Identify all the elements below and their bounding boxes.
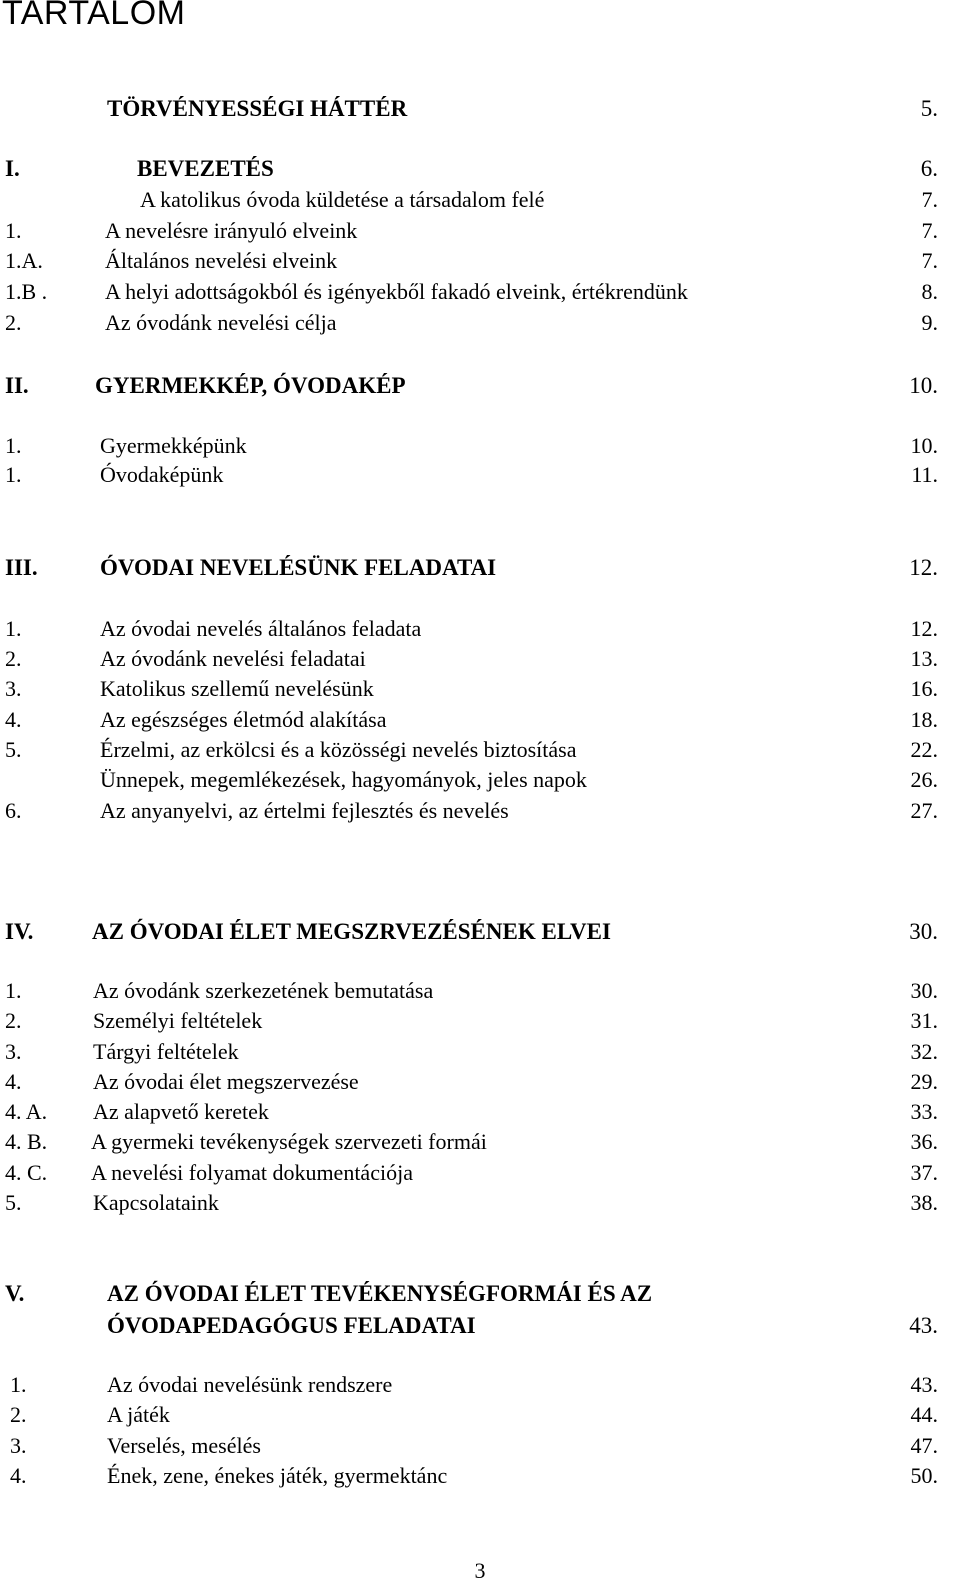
toc-entry-page: 32. xyxy=(910,1039,938,1064)
toc-entry-label: ÓVODAI NEVELÉSÜNK FELADATAI xyxy=(100,555,497,580)
toc-entry-label: Verselés, mesélés xyxy=(107,1433,261,1458)
toc-entry xyxy=(0,1281,960,1307)
toc-entry-number: 1. xyxy=(5,218,22,243)
toc-entry-page: 26. xyxy=(910,767,938,792)
toc-entry xyxy=(0,1129,960,1155)
toc-entry-number: 4. xyxy=(5,707,22,732)
toc-entry-page: 7. xyxy=(921,248,938,273)
toc-entry-number: 6. xyxy=(5,798,22,823)
toc-entry-label: BEVEZETÉS xyxy=(137,156,274,181)
toc-entry-label: A nevelési folyamat dokumentációja xyxy=(91,1160,413,1185)
toc-entry-page: 7. xyxy=(921,218,938,243)
toc-entry xyxy=(0,373,960,399)
toc-entry xyxy=(0,707,960,733)
toc-entry-page: 5. xyxy=(920,96,938,121)
toc-entry-label: Az alapvető keretek xyxy=(93,1099,269,1124)
toc-entry-label: A nevelésre irányuló elveink xyxy=(105,218,358,243)
toc-entry xyxy=(0,187,960,213)
toc-entry-label: Az óvodai nevelésünk rendszere xyxy=(107,1372,393,1397)
toc-entry-page: 16. xyxy=(910,676,938,701)
toc-entry xyxy=(0,978,960,1004)
toc-entry-label: Az óvodai élet megszervezése xyxy=(93,1069,359,1094)
toc-entry-page: 36. xyxy=(910,1129,938,1154)
toc-entry-number: 1. xyxy=(10,1372,27,1397)
toc-entry-number: 2. xyxy=(5,646,22,671)
toc-entry xyxy=(0,279,960,305)
toc-entry-page: 43. xyxy=(910,1372,938,1397)
toc-entry xyxy=(0,1372,960,1398)
toc-entry-number: 4. xyxy=(10,1463,27,1488)
toc-entry-number: I. xyxy=(5,156,20,181)
page-title: TARTALOM xyxy=(2,0,186,32)
toc-entry-number: 2. xyxy=(5,1008,22,1033)
toc-entry-page: 31. xyxy=(910,1008,938,1033)
toc-entry-number: 4. B. xyxy=(5,1129,48,1154)
toc-entry xyxy=(0,218,960,244)
toc-entry-label: Ének, zene, énekes játék, gyermektánc xyxy=(107,1463,448,1488)
toc-entry-label: Az óvodánk szerkezetének bemutatása xyxy=(93,978,434,1003)
toc-entry-label: Személyi feltételek xyxy=(93,1008,263,1033)
toc-entry-page: 44. xyxy=(910,1402,938,1427)
toc-entry-label: Az egészséges életmód alakítása xyxy=(100,707,387,732)
toc-entry xyxy=(0,96,960,122)
toc-entry-page: 18. xyxy=(910,707,938,732)
toc-entry-number: IV. xyxy=(5,919,34,944)
toc-entry xyxy=(0,433,960,459)
toc-entry xyxy=(0,1008,960,1034)
toc-entry-page: 37. xyxy=(910,1160,938,1185)
toc-entry-number: 3. xyxy=(5,1039,22,1064)
toc-entry-number: 4. C. xyxy=(5,1160,48,1185)
toc-entry-page: 29. xyxy=(910,1069,938,1094)
toc-entry-label: A játék xyxy=(107,1402,170,1427)
toc-entry-page: 12. xyxy=(910,616,938,641)
toc-entry xyxy=(0,156,960,182)
toc-entry-number: 1. xyxy=(5,462,22,487)
toc-entry-label: Ünnepek, megemlékezések, hagyományok, jeles napok xyxy=(100,767,587,792)
toc-entry xyxy=(0,919,960,945)
toc-entry-number: 4. A. xyxy=(5,1099,48,1124)
toc-entry xyxy=(0,1463,960,1489)
toc-entry-label: Általános nevelési elveink xyxy=(105,248,338,273)
toc-entry xyxy=(0,248,960,274)
toc-entry-number: 3. xyxy=(10,1433,27,1458)
toc-entry xyxy=(0,646,960,672)
page-number: 3 xyxy=(474,1558,486,1583)
toc-entry xyxy=(0,1313,960,1339)
toc-entry xyxy=(0,555,960,581)
toc-entry-number: 2. xyxy=(10,1402,27,1427)
toc-entry-number: 1. xyxy=(5,978,22,1003)
toc-entry-page: 13. xyxy=(910,646,938,671)
toc-entry xyxy=(0,737,960,763)
toc-entry xyxy=(0,616,960,642)
toc-entry-page: 10. xyxy=(909,373,938,398)
toc-entry-number: V. xyxy=(5,1281,25,1306)
toc-entry-label: Az anyanyelvi, az értelmi fejlesztés és nevelés xyxy=(100,798,509,823)
toc-entry-page: 33. xyxy=(910,1099,938,1124)
toc-entry-label: Katolikus szellemű nevelésünk xyxy=(100,676,374,701)
toc-entry-page: 6. xyxy=(920,156,938,181)
toc-entry-number: 3. xyxy=(5,676,22,701)
toc-entry-page: 22. xyxy=(910,737,938,762)
toc-entry-page: 38. xyxy=(910,1190,938,1215)
toc-entry-label: TÖRVÉNYESSÉGI HÁTTÉR xyxy=(107,96,408,121)
toc-entry-number: 5. xyxy=(5,1190,22,1215)
toc-entry-number: II. xyxy=(5,373,29,398)
toc-entry xyxy=(0,1402,960,1428)
toc-entry-page: 43. xyxy=(909,1313,938,1338)
toc-entry xyxy=(0,1433,960,1459)
toc-entry-label: AZ ÓVODAI ÉLET MEGSZRVEZÉSÉNEK ELVEI xyxy=(92,919,611,944)
toc-entry-number: III. xyxy=(5,555,38,580)
toc-entry-number: 1. xyxy=(5,616,22,641)
toc-entry-number: 1.B . xyxy=(5,279,48,304)
toc-entry-label: Az óvodai nevelés általános feladata xyxy=(100,616,422,641)
toc-entry-label: GYERMEKKÉP, ÓVODAKÉP xyxy=(95,373,406,398)
toc-entry-label: AZ ÓVODAI ÉLET TEVÉKENYSÉGFORMÁI ÉS AZ xyxy=(107,1281,653,1306)
toc-entry-label: ÓVODAPEDAGÓGUS FELADATAI xyxy=(107,1313,476,1338)
toc-entry-number: 4. xyxy=(5,1069,22,1094)
toc-entry-label: Érzelmi, az erkölcsi és a közösségi nevelés biztosítása xyxy=(100,737,577,762)
toc-entry-number: 1. xyxy=(5,433,22,458)
toc-entry-page: 7. xyxy=(921,187,938,212)
toc-entry-page: 10. xyxy=(910,433,938,458)
toc-entry-label: Kapcsolataink xyxy=(93,1190,219,1215)
toc-entry xyxy=(0,310,960,336)
toc-entry-page: 27. xyxy=(910,798,938,823)
toc-entry xyxy=(0,798,960,824)
toc-entry-page: 9. xyxy=(921,310,938,335)
toc-entry-number: 2. xyxy=(5,310,22,335)
toc-entry-page: 47. xyxy=(910,1433,938,1458)
toc-entry-label: Tárgyi feltételek xyxy=(93,1039,239,1064)
toc-entry xyxy=(0,767,960,793)
toc-entry-page: 30. xyxy=(909,919,938,944)
toc-entry-number: 5. xyxy=(5,737,22,762)
toc-entry xyxy=(0,1190,960,1216)
toc-entry-label: A gyermeki tevékenységek szervezeti formái xyxy=(91,1129,487,1154)
toc-entry-page: 12. xyxy=(909,555,938,580)
toc-entry-page: 11. xyxy=(911,462,938,487)
toc-entry-number: 1.A. xyxy=(5,248,43,273)
toc-entry xyxy=(0,1039,960,1065)
toc-entry-page: 50. xyxy=(910,1463,938,1488)
toc-entry-page: 8. xyxy=(921,279,938,304)
toc-entry xyxy=(0,1069,960,1095)
toc-entry-page: 30. xyxy=(910,978,938,1003)
toc-entry-label: Az óvodánk nevelési célja xyxy=(105,310,337,335)
toc-entry xyxy=(0,462,960,488)
toc-entry-label: A helyi adottságokból és igényekből fakadó elveink, értékrendünk xyxy=(105,279,688,304)
toc-entry xyxy=(0,676,960,702)
toc-entry-label: A katolikus óvoda küldetése a társadalom felé xyxy=(140,187,545,212)
toc-entry-label: Az óvodánk nevelési feladatai xyxy=(100,646,366,671)
toc-entry xyxy=(0,1160,960,1186)
toc-entry-label: Gyermekképünk xyxy=(100,433,247,458)
toc-entry-label: Óvodaképünk xyxy=(100,462,224,487)
toc-entry xyxy=(0,1099,960,1125)
